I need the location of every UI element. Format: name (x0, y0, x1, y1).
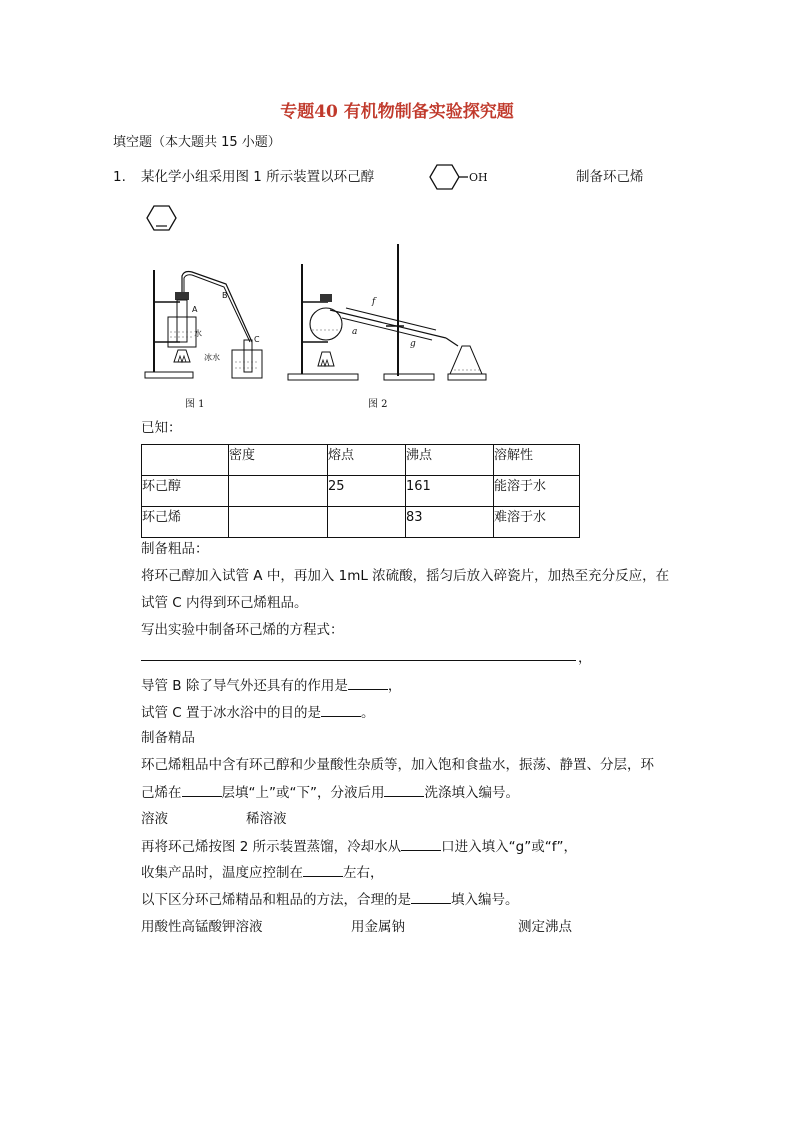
punct: 。 (361, 705, 375, 721)
option-2c: 测定沸点 (518, 919, 572, 935)
layer-text-3: 洗涤填入编号。 (424, 785, 519, 801)
page-title: 专题40 有机物制备实验探究题 (280, 102, 514, 122)
layer-text: 己烯在 (141, 785, 182, 801)
cyclohexene-structure (143, 202, 181, 234)
answer-blank[interactable] (384, 782, 424, 797)
table-header-row (142, 445, 580, 476)
table-cell: 83 (406, 507, 494, 538)
fig2-label-g: g (410, 339, 416, 349)
fig1-label-c: C (254, 335, 260, 344)
distill-text: 再将环己烯按图 2 所示装置蒸馏，冷却水从 (141, 839, 402, 855)
text-line (141, 836, 577, 857)
known-label: 已知： (141, 420, 182, 436)
option-1b: 稀溶液 (246, 811, 287, 827)
text-line: 制备精品 (141, 730, 195, 746)
section-heading: 填空题（本大题共 15 小题） (113, 135, 281, 150)
option-2b: 用金属钠 (351, 919, 405, 935)
answer-blank[interactable] (303, 862, 343, 877)
table-cell: 161 (406, 476, 494, 507)
table-header-cell: 溶解性 (494, 445, 580, 476)
method-text: 以下区分环己烯精品和粗品的方法，合理的是 (141, 892, 411, 908)
cyclohexanol-structure (424, 161, 494, 193)
text-line (141, 889, 519, 910)
question-c-text: 试管 C 置于冰水浴中的目的是 (141, 705, 322, 721)
option-1a: 溶液 (141, 811, 168, 827)
temp-text: 收集产品时，温度应控制在 (141, 865, 303, 881)
text-line: 试管 C 内得到环己烯粗品。 (141, 595, 308, 611)
table-cell (229, 507, 328, 538)
fig2-label-f: f (372, 297, 376, 307)
question-intro: 某化学小组采用图 1 所示装置以环己醇 (141, 169, 375, 185)
table-header-cell: 熔点 (328, 445, 406, 476)
answer-blank[interactable] (321, 702, 361, 717)
answer-blank[interactable] (401, 836, 441, 851)
answer-blank[interactable] (182, 782, 222, 797)
question-b-text: 导管 B 除了导气外还具有的作用是 (141, 678, 348, 694)
temp-text-2: 左右， (343, 865, 384, 881)
figure-2-apparatus (286, 242, 496, 384)
table-header-cell: 密度 (229, 445, 328, 476)
table-row (142, 476, 580, 507)
question-number: 1. (113, 169, 126, 185)
text-line (141, 782, 519, 803)
fig1-label-a: A (192, 305, 198, 314)
text-line: 将环己醇加入试管 A 中，再加入 1mL 浓硫酸，摇匀后放入碎瓷片，加热至充分反应，在 (141, 568, 670, 584)
figure-1-apparatus (140, 262, 270, 384)
table-header-cell (142, 445, 229, 476)
table-row (142, 507, 580, 538)
properties-table (141, 444, 580, 538)
table-cell (229, 476, 328, 507)
figure-2-caption: 图 2 (368, 399, 388, 410)
distill-text-2: 口进入填入“g”或“f”， (441, 839, 577, 855)
fig1-label-water: 水 (194, 329, 202, 338)
fig1-label-b: B (222, 291, 228, 300)
layer-text-2: 层填“上”或“下”，分液后用 (221, 785, 385, 801)
option-2a: 用酸性高锰酸钾溶液 (141, 919, 263, 935)
text-line (141, 702, 375, 723)
equation-answer-line (141, 660, 576, 661)
table-cell: 环己烯 (142, 507, 229, 538)
table-cell: 25 (328, 476, 406, 507)
question-intro-end: 制备环己烯 (576, 169, 644, 185)
text-line (141, 862, 384, 883)
text-line (141, 675, 401, 696)
table-header-cell: 沸点 (406, 445, 494, 476)
punct: ， (387, 678, 402, 694)
text-line: 写出实验中制备环己烯的方程式： (141, 622, 344, 638)
answer-blank[interactable] (348, 675, 388, 690)
text-line: 环己烯粗品中含有环己醇和少量酸性杂质等，加入饱和食盐水，振荡、静置、分层，环 (141, 757, 654, 773)
table-cell (328, 507, 406, 538)
fig1-label-ice-water: 冰水 (204, 353, 220, 362)
text-line: 制备粗品： (141, 541, 209, 557)
table-cell: 难溶于水 (494, 507, 580, 538)
method-text-2: 填入编号。 (451, 892, 519, 908)
equation-comma: ， (578, 650, 592, 666)
table-cell: 环己醇 (142, 476, 229, 507)
figure-1-caption: 图 1 (185, 399, 205, 410)
fig2-label-a: a (352, 327, 358, 337)
answer-blank[interactable] (411, 889, 451, 904)
oh-label: OH (469, 171, 488, 184)
table-cell: 能溶于水 (494, 476, 580, 507)
